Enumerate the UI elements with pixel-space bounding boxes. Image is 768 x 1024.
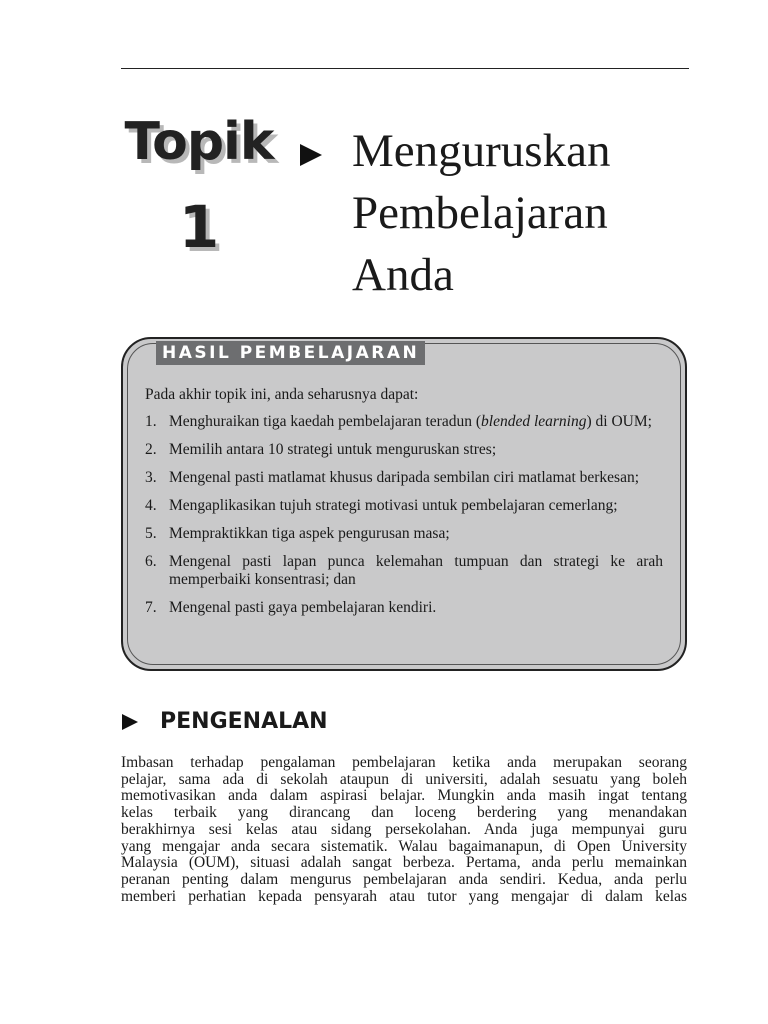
topic-number: 1 (178, 193, 220, 261)
paragraph-line: Malaysia (OUM), situasi adalah sangat berbeza. Pertama, anda perlu memainkan (121, 854, 687, 872)
chapter-title-line: Anda (352, 249, 454, 301)
list-item-text: Mempraktikkan tiga aspek pengurusan masa; (169, 525, 450, 542)
top-rule (121, 68, 689, 69)
list-item-text-part: Menghuraikan tiga kaedah pembelajaran teradun ( (169, 413, 482, 430)
section-arrow-icon (122, 714, 138, 730)
list-item-text: Mengenal pasti matlamat khusus daripada sembilan ciri matlamat berkesan; (169, 469, 640, 486)
list-item-number: 1. (145, 413, 157, 430)
list-item (145, 441, 663, 459)
learning-outcomes-intro: Pada akhir topik ini, anda seharusnya dapat: (145, 386, 419, 403)
chapter-title-line: Pembelajaran (352, 187, 608, 239)
list-item (145, 413, 663, 431)
list-item-text-part: ) di OUM; (586, 413, 652, 430)
section-title: PENGENALAN (160, 709, 328, 734)
list-item-emphasis: blended learning (481, 413, 587, 430)
paragraph-line: memberi perhatian kepada pensyarah atau tutor yang mengajar di dalam kelas (121, 887, 687, 905)
list-item-text: Mengenal pasti gaya pembelajaran kendiri. (169, 599, 437, 616)
chapter-title (352, 120, 610, 306)
list-item (145, 553, 663, 589)
learning-outcomes-list (145, 413, 663, 627)
list-item-text (169, 413, 663, 431)
list-item-number: 4. (145, 497, 157, 514)
intro-paragraph (121, 755, 687, 905)
paragraph-line: kelas terbaik yang dirancang dan loceng berdering yang menandakan (121, 804, 687, 822)
title-arrow-icon (300, 144, 322, 166)
paragraph-line: pelajar, sama ada di sekolah ataupun di universiti, adalah sesuatu yang boleh (121, 770, 687, 788)
list-item-text: Memilih antara 10 strategi untuk menguruskan stres; (169, 441, 497, 458)
paragraph-line: berakhirnya sesi kelas atau sidang persekolahan. Anda juga mempunyai guru (121, 820, 687, 838)
chapter-title-line: Menguruskan (352, 125, 611, 177)
paragraph-line: Imbasan terhadap pengalaman pembelajaran ketika anda merupakan seorang (121, 754, 687, 771)
list-item-number: 7. (145, 599, 157, 616)
list-item-text: Mengaplikasikan tujuh strategi motivasi untuk pembelajaran cemerlang; (169, 497, 618, 514)
topic-label: Topik (124, 112, 274, 172)
list-item-number: 6. (145, 553, 157, 570)
paragraph-line: peranan penting dalam mengurus pembelajaran anda sendiri. Kedua, anda perlu (121, 870, 687, 888)
list-item-number: 3. (145, 469, 157, 486)
list-item-number: 2. (145, 441, 157, 458)
list-item (145, 469, 663, 487)
list-item-text: Mengenal pasti lapan punca kelemahan tumpuan dan strategi ke arah memperbaiki konsentrasi; dan (169, 553, 663, 588)
list-item (145, 599, 663, 617)
learning-outcomes-heading: HASIL PEMBELAJARAN (156, 341, 425, 365)
list-item-number: 5. (145, 525, 157, 542)
list-item (145, 525, 663, 543)
paragraph-line: memotivasikan anda dalam aspirasi belajar. Mungkin anda masih ingat tentang (121, 787, 687, 805)
list-item (145, 497, 663, 515)
paragraph-line: yang mengajar anda secara sistematik. Walau bagaimanapun, di Open University (121, 837, 687, 855)
